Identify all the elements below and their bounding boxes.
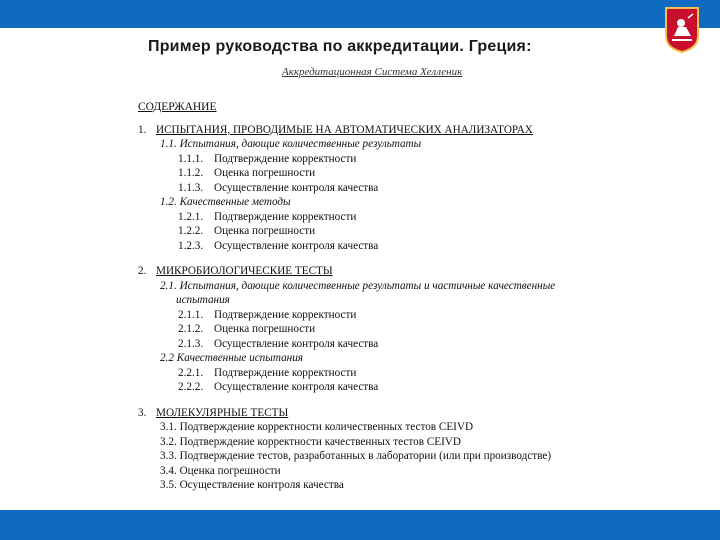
list-item: 1.1.2. Оценка погрешности — [178, 167, 316, 179]
list-item: 3.2. Подтверждение корректности качественных тестов CEIVD — [160, 435, 461, 448]
subsection-1-2: 1.2. Качественные методы — [160, 196, 291, 208]
list-item: 2.1.2. Оценка погрешности — [178, 323, 316, 335]
document-header: Аккредитационная Система Хелленик — [282, 66, 463, 78]
list-item: 2.2.1. Подтверждение корректности — [178, 366, 357, 379]
toc-title: СОДЕРЖАНИЕ — [138, 101, 217, 113]
list-item: 2.2.2. Осуществление контроля качества — [178, 381, 379, 393]
subsection-1-1: 1.1. Испытания, дающие количественные результаты — [160, 138, 422, 150]
list-item: 3.5. Осуществление контроля качества — [160, 479, 344, 491]
section-3-title: 3. МОЛЕКУЛЯРНЫЕ ТЕСТЫ — [138, 406, 289, 419]
list-item: 3.1. Подтверждение корректности количественных тестов CEIVD — [160, 421, 474, 433]
section-2 — [138, 264, 588, 395]
subsection-2-2: 2.2 Качественные испытания — [160, 352, 304, 364]
list-item: 1.1.3. Осуществление контроля качества — [178, 181, 379, 194]
slide-title: Пример руководства по аккредитации. Греция: — [148, 38, 532, 55]
list-item: 3.3. Подтверждение тестов, разработанных в лаборатории (или при производстве) — [160, 450, 552, 462]
list-item: 1.2.1. Подтверждение корректности — [178, 210, 357, 223]
list-item: 2.1.1. Подтверждение корректности — [178, 308, 357, 321]
list-item: 1.1.1. Подтверждение корректности — [178, 152, 357, 165]
top-bar — [0, 0, 720, 28]
document-content — [138, 100, 588, 504]
list-item: 1.2.3. Осуществление контроля качества — [178, 239, 379, 252]
section-1-title: 1. ИСПЫТАНИЯ, ПРОВОДИМЫЕ НА АВТОМАТИЧЕСКИХ АНАЛИЗАТОРАХ — [138, 123, 533, 136]
section-3 — [138, 406, 588, 493]
list-item: 2.1.3. Осуществление контроля качества — [178, 337, 379, 350]
bottom-bar — [0, 510, 720, 540]
moscow-coat-of-arms-icon — [664, 6, 700, 54]
list-item: 1.2.2. Оценка погрешности — [178, 225, 316, 237]
section-1 — [138, 123, 588, 254]
list-item: 3.4. Оценка погрешности — [160, 464, 281, 477]
section-2-title: 2. МИКРОБИОЛОГИЧЕСКИЕ ТЕСТЫ — [138, 265, 333, 277]
subsection-2-1: 2.1. Испытания, дающие количественные результаты и частичные качественные испытания — [160, 279, 556, 306]
